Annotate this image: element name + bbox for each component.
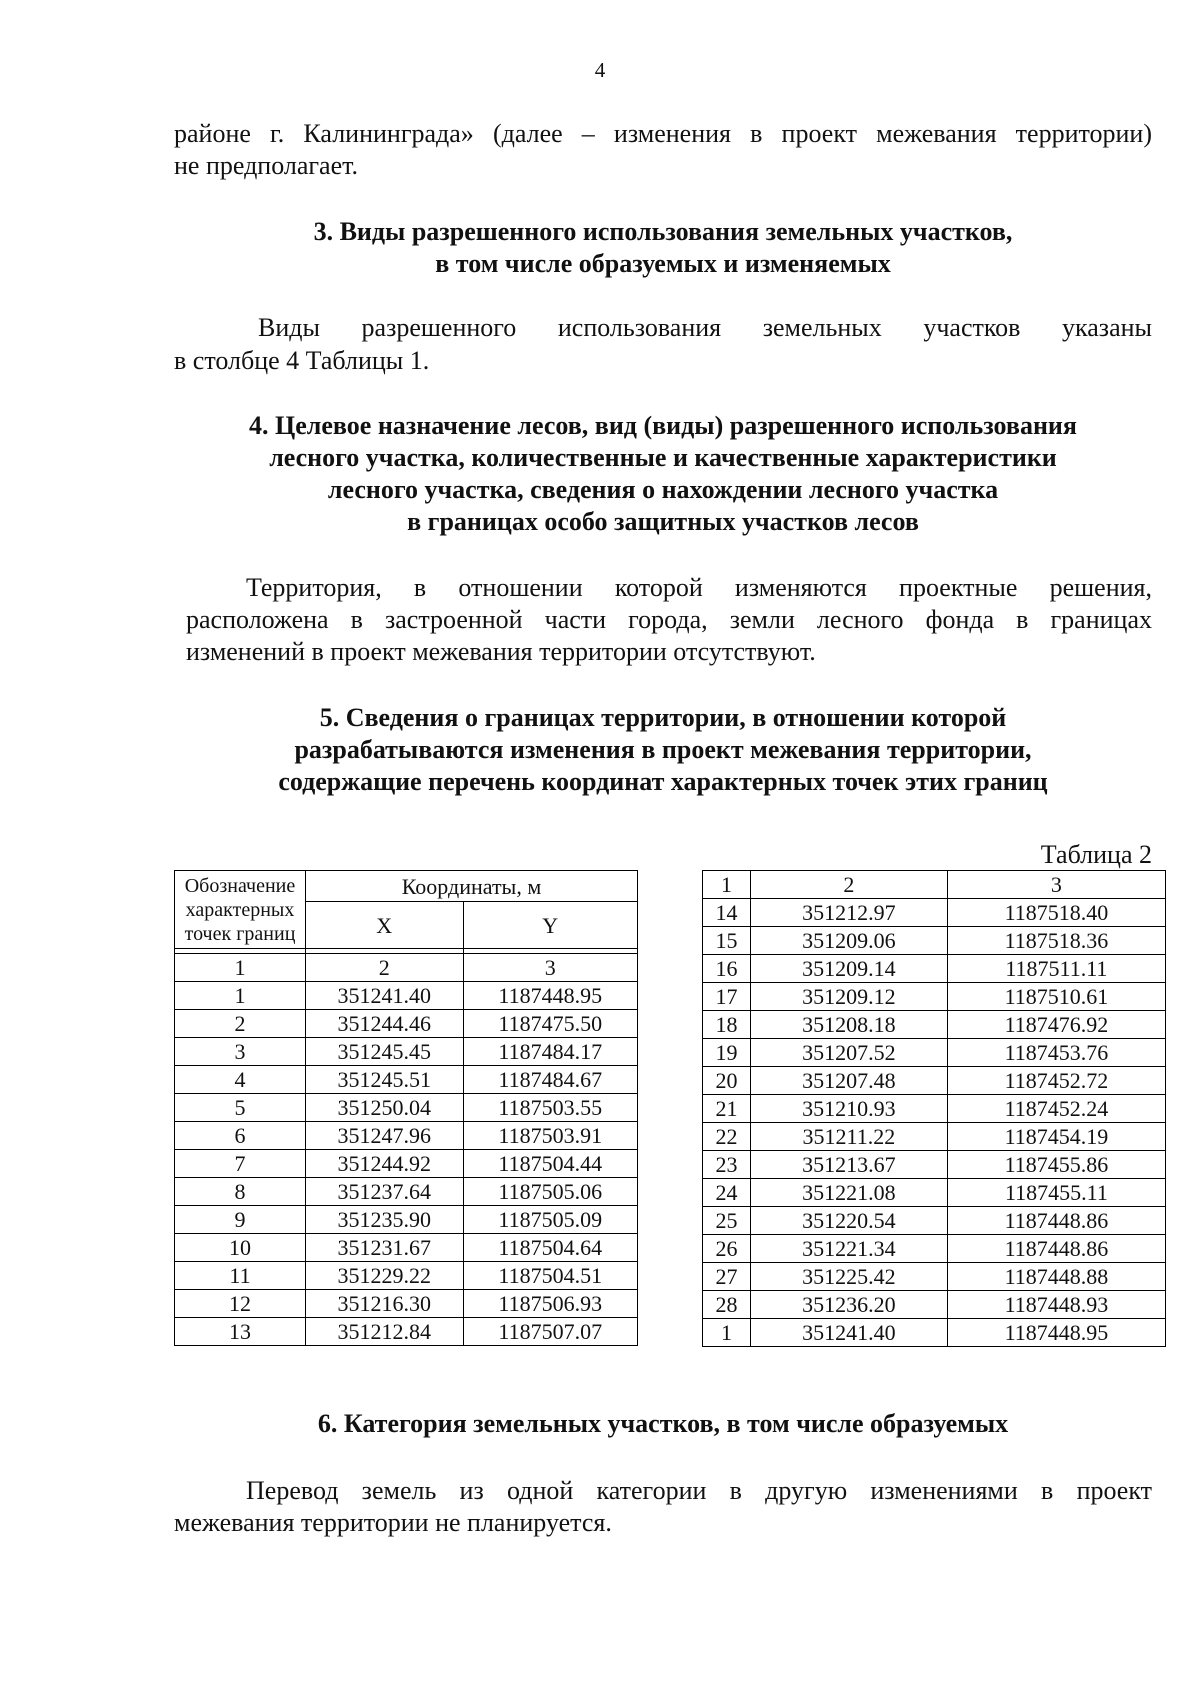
column-number: 2 [306, 954, 464, 982]
table-row [175, 1290, 638, 1318]
section4-heading-line-3: лесного участка, сведения о нахождении лесного участка [327, 475, 999, 504]
point-id-cell: 24 [703, 1179, 751, 1207]
y-cell: 1187454.19 [947, 1123, 1165, 1151]
intro-line-1: районе г. Калининграда» (далее – изменения в проект межевания территории) [174, 119, 1152, 148]
y-cell: 1187518.36 [947, 927, 1165, 955]
x-cell: 351211.22 [750, 1123, 947, 1151]
column-number: 3 [947, 871, 1165, 899]
point-id-cell: 17 [703, 983, 751, 1011]
table-row [175, 1234, 638, 1262]
point-id-cell: 10 [175, 1234, 306, 1262]
x-cell: 351241.40 [306, 982, 464, 1010]
section5-heading-line-1: 5. Сведения о границах территории, в отношении которой [319, 703, 1007, 732]
table-row [703, 1151, 1166, 1179]
y-cell: 1187452.72 [947, 1067, 1165, 1095]
y-cell: 1187475.50 [463, 1010, 638, 1038]
section4-heading-line-1: 4. Целевое назначение лесов, вид (виды) разрешенного использования [249, 411, 1077, 440]
coordinates-table-left [174, 870, 638, 1346]
coordinates-table-right [702, 870, 1166, 1347]
column-number: 1 [703, 871, 751, 899]
point-id-cell: 11 [175, 1262, 306, 1290]
y-cell: 1187448.95 [947, 1319, 1165, 1347]
table-row [703, 955, 1166, 983]
section5-heading-line-2: разрабатываются изменения в проект межевания территории, [294, 735, 1032, 764]
section6-heading: 6. Категория земельных участков, в том числе образуемых [317, 1409, 1009, 1438]
point-id-cell: 1 [703, 1319, 751, 1347]
y-cell: 1187505.06 [463, 1178, 638, 1206]
table-row [175, 1206, 638, 1234]
x-cell: 351225.42 [750, 1263, 947, 1291]
header-x: X [306, 902, 464, 949]
table-row [703, 983, 1166, 1011]
y-cell: 1187506.93 [463, 1290, 638, 1318]
y-cell: 1187504.64 [463, 1234, 638, 1262]
x-cell: 351231.67 [306, 1234, 464, 1262]
coordinates-table-right-body [703, 899, 1166, 1347]
x-cell: 351207.48 [750, 1067, 947, 1095]
point-id-cell: 26 [703, 1235, 751, 1263]
table-row [703, 1011, 1166, 1039]
y-cell: 1187448.95 [463, 982, 638, 1010]
section4-heading-line-4: в границах особо защитных участков лесов [407, 507, 919, 536]
point-id-cell: 5 [175, 1094, 306, 1122]
point-id-cell: 12 [175, 1290, 306, 1318]
y-cell: 1187504.44 [463, 1150, 638, 1178]
point-id-cell: 18 [703, 1011, 751, 1039]
x-cell: 351221.34 [750, 1235, 947, 1263]
y-cell: 1187484.67 [463, 1066, 638, 1094]
section3-heading-line-2: в том числе образуемых и изменяемых [435, 249, 891, 278]
section4-heading-line-2: лесного участка, количественные и качественные характеристики [269, 443, 1057, 472]
y-cell: 1187518.40 [947, 899, 1165, 927]
y-cell: 1187505.09 [463, 1206, 638, 1234]
y-cell: 1187452.24 [947, 1095, 1165, 1123]
x-cell: 351241.40 [750, 1319, 947, 1347]
section4-para-line-2: расположена в застроенной части города, земли лесного фонда в границах [186, 605, 1152, 634]
section5-heading-line-3: содержащие перечень координат характерных точек этих границ [278, 767, 1048, 796]
header-y: Y [463, 902, 638, 949]
x-cell: 351250.04 [306, 1094, 464, 1122]
column-number: 2 [750, 871, 947, 899]
x-cell: 351208.18 [750, 1011, 947, 1039]
section4-para-line-3: изменений в проект межевания территории отсутствуют. [186, 637, 816, 666]
x-cell: 351237.64 [306, 1178, 464, 1206]
x-cell: 351244.92 [306, 1150, 464, 1178]
table-row [175, 1066, 638, 1094]
point-id-cell: 23 [703, 1151, 751, 1179]
x-cell: 351209.06 [750, 927, 947, 955]
y-cell: 1187504.51 [463, 1262, 638, 1290]
table-row [175, 1318, 638, 1346]
point-id-cell: 15 [703, 927, 751, 955]
table-row [703, 927, 1166, 955]
table-row [703, 1207, 1166, 1235]
y-cell: 1187448.86 [947, 1207, 1165, 1235]
x-cell: 351229.22 [306, 1262, 464, 1290]
y-cell: 1187448.88 [947, 1263, 1165, 1291]
point-id-cell: 21 [703, 1095, 751, 1123]
y-cell: 1187510.61 [947, 983, 1165, 1011]
point-id-cell: 16 [703, 955, 751, 983]
table-row [175, 1094, 638, 1122]
point-id-cell: 9 [175, 1206, 306, 1234]
y-cell: 1187507.07 [463, 1318, 638, 1346]
point-id-cell: 19 [703, 1039, 751, 1067]
y-cell: 1187453.76 [947, 1039, 1165, 1067]
point-id-cell: 13 [175, 1318, 306, 1346]
table-row [175, 1122, 638, 1150]
y-cell: 1187455.11 [947, 1179, 1165, 1207]
x-cell: 351247.96 [306, 1122, 464, 1150]
point-id-cell: 4 [175, 1066, 306, 1094]
x-cell: 351220.54 [750, 1207, 947, 1235]
point-id-cell: 14 [703, 899, 751, 927]
table-row [703, 1039, 1166, 1067]
table-row [703, 1263, 1166, 1291]
point-id-cell: 1 [175, 982, 306, 1010]
point-id-cell: 28 [703, 1291, 751, 1319]
table-row [175, 1150, 638, 1178]
intro-line-2: не предполагает. [174, 151, 359, 180]
y-cell: 1187448.86 [947, 1235, 1165, 1263]
page-number: 4 [594, 58, 606, 82]
x-cell: 351212.84 [306, 1318, 464, 1346]
point-id-cell: 25 [703, 1207, 751, 1235]
table-row [703, 1179, 1166, 1207]
point-id-cell: 6 [175, 1122, 306, 1150]
column-number: 1 [175, 954, 306, 982]
point-id-cell: 3 [175, 1038, 306, 1066]
point-id-cell: 20 [703, 1067, 751, 1095]
point-id-cell: 8 [175, 1178, 306, 1206]
coordinates-table-left-body [175, 982, 638, 1346]
x-cell: 351216.30 [306, 1290, 464, 1318]
x-cell: 351209.12 [750, 983, 947, 1011]
section3-para-line-2: в столбце 4 Таблицы 1. [174, 346, 430, 375]
point-id-cell: 27 [703, 1263, 751, 1291]
y-cell: 1187455.86 [947, 1151, 1165, 1179]
y-cell: 1187511.11 [947, 955, 1165, 983]
point-id-cell: 7 [175, 1150, 306, 1178]
table-row [175, 1010, 638, 1038]
x-cell: 351209.14 [750, 955, 947, 983]
table-row [703, 899, 1166, 927]
x-cell: 351212.97 [750, 899, 947, 927]
table-row [175, 1262, 638, 1290]
header-point-code: Обозначение характерных точек границ [175, 871, 306, 949]
table-row [703, 1235, 1166, 1263]
x-cell: 351245.45 [306, 1038, 464, 1066]
y-cell: 1187484.17 [463, 1038, 638, 1066]
y-cell: 1187503.91 [463, 1122, 638, 1150]
table-row [175, 1178, 638, 1206]
header-coordinates: Координаты, м [306, 871, 638, 902]
x-cell: 351221.08 [750, 1179, 947, 1207]
section4-para-line-1: Территория, в отношении которой изменяются проектные решения, [246, 573, 1152, 602]
point-id-cell: 2 [175, 1010, 306, 1038]
section3-para-line-1: Виды разрешенного использования земельных участков указаны [258, 313, 1152, 342]
y-cell: 1187503.55 [463, 1094, 638, 1122]
table-row [703, 1095, 1166, 1123]
table-row [175, 982, 638, 1010]
x-cell: 351235.90 [306, 1206, 464, 1234]
point-id-cell: 22 [703, 1123, 751, 1151]
table-caption: Таблица 2 [1040, 840, 1152, 869]
y-cell: 1187448.93 [947, 1291, 1165, 1319]
table-row [703, 1123, 1166, 1151]
column-number: 3 [463, 954, 638, 982]
x-cell: 351244.46 [306, 1010, 464, 1038]
section3-heading-line-1: 3. Виды разрешенного использования земельных участков, [313, 217, 1013, 246]
table-row [175, 1038, 638, 1066]
x-cell: 351210.93 [750, 1095, 947, 1123]
x-cell: 351236.20 [750, 1291, 947, 1319]
table-row [703, 1291, 1166, 1319]
table-row [703, 1067, 1166, 1095]
y-cell: 1187476.92 [947, 1011, 1165, 1039]
x-cell: 351207.52 [750, 1039, 947, 1067]
table-row [703, 1319, 1166, 1347]
section6-para-line-1: Перевод земель из одной категории в другую изменениями в проект [246, 1476, 1152, 1505]
section6-para-line-2: межевания территории не планируется. [174, 1508, 612, 1537]
x-cell: 351245.51 [306, 1066, 464, 1094]
x-cell: 351213.67 [750, 1151, 947, 1179]
